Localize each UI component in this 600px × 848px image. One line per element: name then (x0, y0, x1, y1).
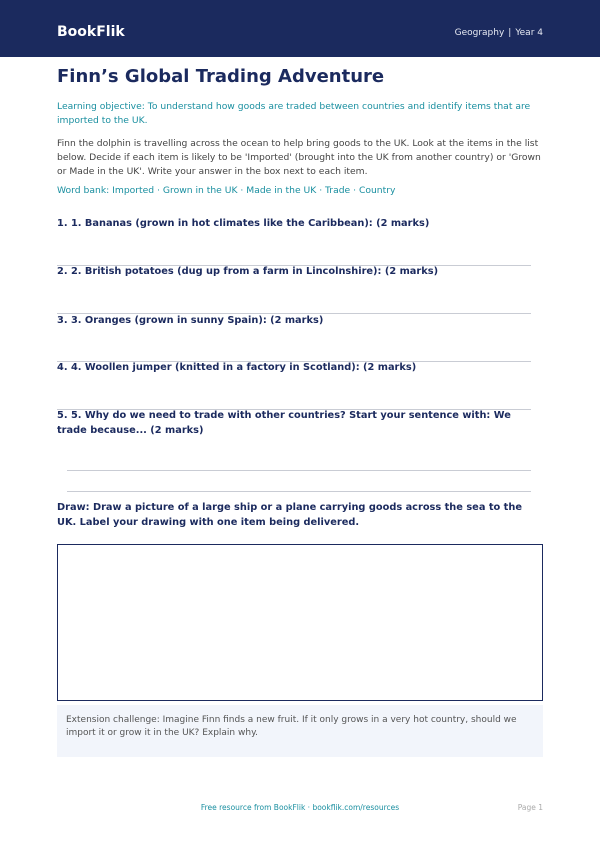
question-4: 4. 4. Woollen jumper (knitted in a factory in Scotland): (2 marks) (57, 362, 417, 373)
meta-separator: | (508, 28, 512, 38)
word-bank: Word bank: Imported · Grown in the UK · Made in the UK · Trade · Country (57, 185, 396, 196)
instructions: Finn the dolphin is travelling across the ocean to help bring goods to the UK. Look at the items in the list below. Decide if each item is likely to be 'Imported' (brought into the UK from another country) or 'Grown or Made in the UK'. Write your answer in the box next to each item. (57, 138, 541, 177)
question-5: 5. 5. Why do we need to trade with other countries? Start your sentence with: We trade because... (2 marks) (57, 410, 511, 436)
brand-logo: BookFlik (57, 24, 125, 40)
page-number: Page 1 (517, 803, 543, 812)
extension-text: Extension challenge: Imagine Finn finds a new fruit. If it only grows in a very hot country, should we import it or grow it in the UK? Explain why. (66, 715, 517, 738)
header-meta (455, 28, 543, 38)
subject-label: Geography (454, 28, 505, 38)
header-bar (0, 0, 600, 57)
extension-challenge (57, 705, 543, 757)
question-1: 1. 1. Bananas (grown in hot climates like the Caribbean): (2 marks) (57, 218, 430, 229)
worksheet-title: Finn’s Global Trading Adventure (57, 66, 385, 87)
drawing-box[interactable] (57, 544, 543, 701)
question-2: 2. 2. British potatoes (dug up from a farm in Lincolnshire): (2 marks) (57, 266, 439, 277)
draw-task: Draw: Draw a picture of a large ship or a plane carrying goods across the sea to the UK. Label your drawing with one item being delivered. (57, 502, 522, 528)
answer-line-5a[interactable] (67, 470, 531, 471)
year-label: Year 4 (515, 28, 543, 38)
answer-line-5b[interactable] (67, 491, 531, 492)
footer-text: Free resource from BookFlik · bookflik.com/resources (200, 803, 400, 812)
learning-objective: Learning objective: To understand how goods are traded between countries and identify items that are imported to the UK. (57, 101, 531, 126)
question-3: 3. 3. Oranges (grown in sunny Spain): (2 marks) (57, 315, 324, 326)
